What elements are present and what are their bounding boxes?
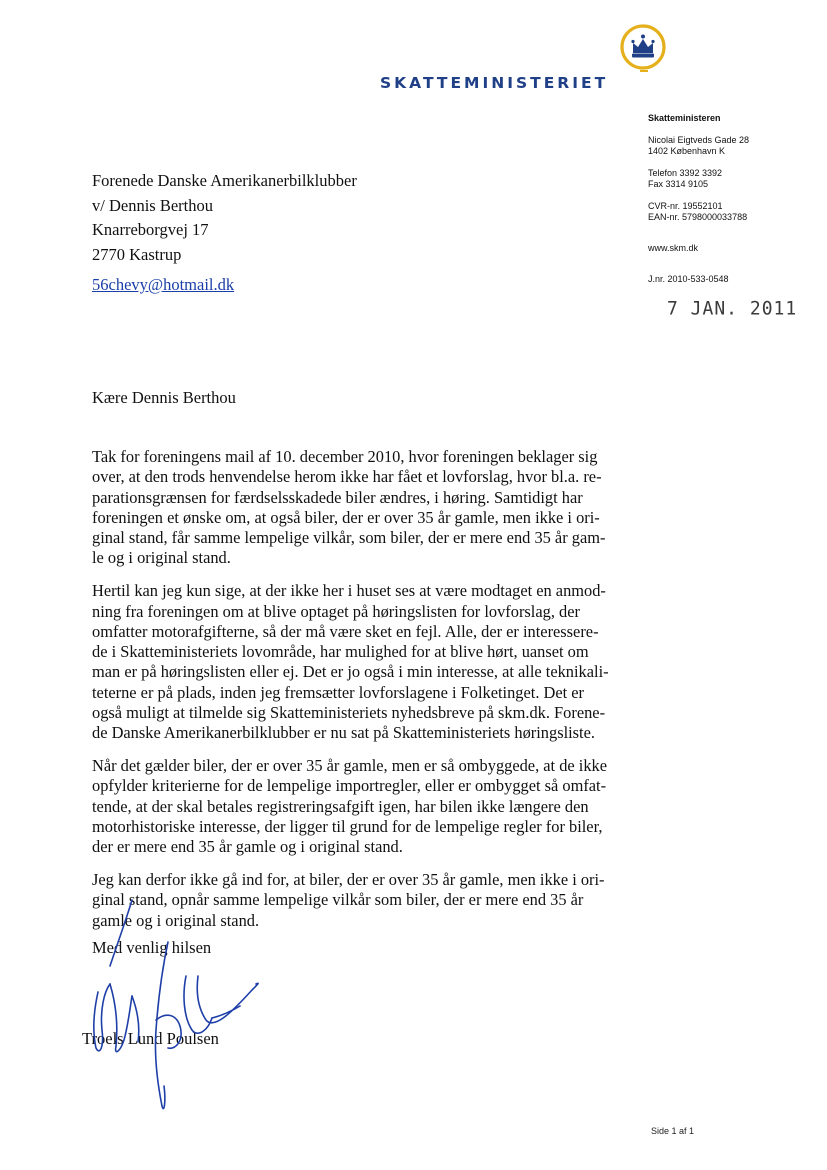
sender-address [648, 135, 818, 157]
body-paragraph [92, 581, 632, 743]
letter-body [92, 447, 632, 944]
sender-website-block [648, 243, 818, 254]
body-line: også muligt at tilmelde sig Skatteministeriets nyhedsbreve på skm.dk. Forene- [92, 703, 606, 723]
recipient-line: 2770 Kastrup [92, 244, 182, 264]
body-line: Jeg kan derfor ikke gå ind for, at biler, der er over 35 år gamle, men ikke i ori- [92, 870, 605, 890]
body-line: motorhistoriske interesse, der ligger til grund for de lempelige regler for biler, [92, 817, 603, 837]
body-line: man er på høringslisten eller ej. Det er jo også i min interesse, at alle teknikali- [92, 662, 609, 682]
sender-ean: EAN-nr. 5798000033788 [648, 212, 748, 222]
body-paragraph [92, 447, 632, 569]
body-line: ginal stand, får samme lempelige vilkår, som biler, der er mere end 35 år gam- [92, 528, 606, 548]
sender-name: Skatteministeren [648, 113, 721, 123]
recipient-line: v/ Dennis Berthou [92, 195, 213, 215]
page-number: Side 1 af 1 [651, 1126, 695, 1136]
body-line: gamle og i original stand. [92, 910, 260, 930]
body-line: Tak for foreningens mail af 10. december 2010, hvor foreningen beklager sig [92, 447, 598, 466]
body-paragraph [92, 756, 632, 857]
body-line: der er mere end 35 år gamle og i original stand. [92, 837, 403, 857]
signer-name: Troels Lund Poulsen [82, 1029, 219, 1048]
organization-logo-text: SKATTEMINISTERIET [380, 74, 609, 92]
sender-fax-line: Fax 3314 9105 [648, 179, 709, 189]
body-line: de i Skatteministeriets lovområde, har mulighed for at blive hørt, uanset om [92, 642, 589, 662]
sender-cvr: CVR-nr. 19552101 [648, 201, 723, 211]
body-line: de Danske Amerikanerbilklubber er nu sat på Skatteministeriets høringsliste. [92, 723, 595, 743]
journal-number-block [648, 274, 818, 285]
journal-number: J.nr. 2010-533-0548 [648, 274, 729, 284]
sender-address-line: 1402 København K [648, 146, 726, 156]
sender-block [648, 113, 818, 296]
recipient-block [92, 169, 492, 298]
body-line: parationsgrænsen for færdselsskadede biler ændres, i høring. Samtidigt har [92, 487, 583, 507]
body-line: opfylder kriterierne for de lempelige importregler, eller er ombygget så omfat- [92, 776, 607, 796]
body-line: teterne er på plads, inden jeg fremsætter lovforslagene i Folketinget. Det er [92, 682, 585, 702]
body-line: ginal stand, opnår samme lempelige vilkår som biler, der er mere end 35 år [92, 890, 584, 910]
body-line: ning fra foreningen om at blive optaget på høringslisten for lovforslag, der [92, 601, 580, 621]
body-line: tende, at der skal betales registreringsafgift igen, har bilen ikke længere den [92, 796, 589, 816]
sender-phone [648, 168, 818, 190]
recipient-email-link[interactable]: 56chevy@hotmail.dk [92, 275, 235, 294]
body-line: Når det gælder biler, der er over 35 år gamle, men er så ombyggede, at de ikke [92, 756, 607, 776]
sender-phone-line: Telefon 3392 3392 [648, 168, 723, 178]
sender-website: www.skm.dk [648, 243, 699, 253]
date-stamp: 7 JAN. 2011 [667, 297, 798, 320]
recipient-line: Knarreborgvej 17 [92, 220, 209, 239]
salutation: Kære Dennis Berthou [92, 388, 236, 407]
logo-accent-rule [640, 70, 648, 72]
body-line: le og i original stand. [92, 548, 231, 568]
body-line: omfatter motorafgifterne, så der må være sket en fejl. Alle, der er interessere- [92, 621, 599, 641]
sender-ids [648, 201, 818, 223]
body-line: Hertil kan jeg kun sige, at der ikke her i huset ses at være modtaget en anmod- [92, 581, 606, 601]
recipient-line: Forenede Danske Amerikanerbilklubber [92, 171, 357, 190]
handwritten-signature [80, 880, 270, 1110]
sender-address-line: Nicolai Eigtveds Gade 28 [648, 135, 750, 145]
body-line: over, at den trods henvendelse herom ikke har fået et lovforslag, hvor bl.a. re- [92, 467, 602, 487]
crown-icon [620, 24, 666, 70]
body-line: foreningen et ønske om, at også biler, der er over 35 år gamle, men ikke i ori- [92, 507, 600, 527]
closing: Med venlig hilsen [92, 938, 212, 957]
